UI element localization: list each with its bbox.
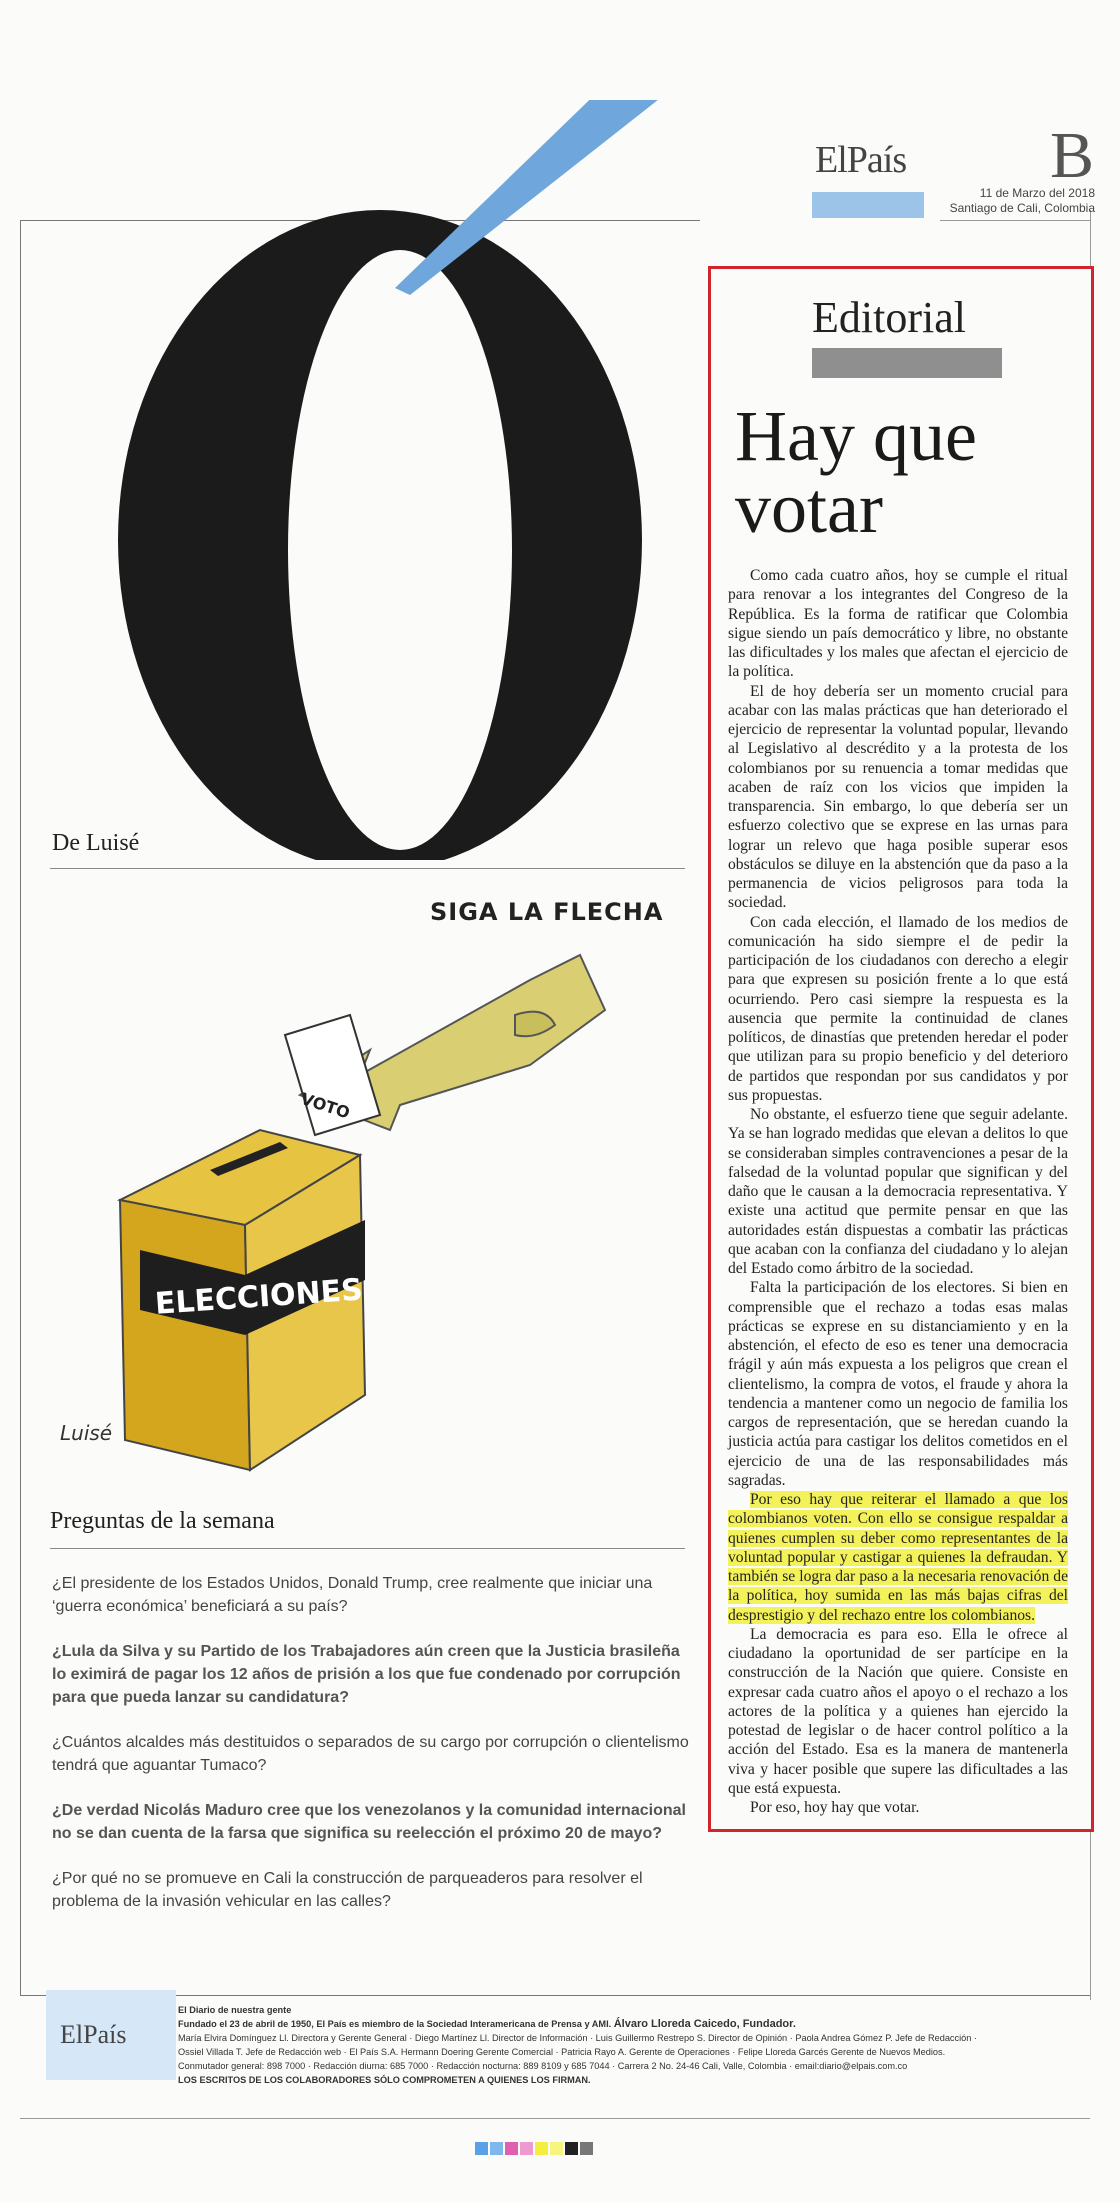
editorial-paragraph: El de hoy debería ser un momento crucial para acabar con las malas prácticas que han deteriorado el ejercicio de representar la voluntad popular, llevando al Legislativo al descrédito y a la protesta de los colombianos por su renuencia a tomar medidas que acaben de raíz con los vicios que impiden la transparencia. Sin embargo, lo que debería ser un esfuerzo colectivo que se exprese en las urnas para lograr un relevo que haga posible superar esos obstáculos se diluye en la abstención que da paso a la permanencia de vicios peligrosos para toda la sociedad.	[728, 682, 1068, 912]
question-item: ¿Lula da Silva y su Partido de los Trabajadores aún creen que la Justicia brasileña lo eximirá de pagar los 12 años de prisión a los que fue condenado por corrupción para que pueda lanzar su candidatura?	[52, 1643, 681, 1706]
ballot-box-cartoon	[60, 880, 690, 1480]
footer-credits	[178, 2003, 1068, 2087]
questions-list	[52, 1572, 692, 1935]
editorial-title-line2: votar	[735, 468, 883, 548]
masthead-accent-bar	[812, 192, 924, 218]
editorial-paragraph: Por eso, hoy hay que votar.	[750, 1799, 920, 1816]
footer-founded: Fundado el 23 de abril de 1950, El País es miembro de la Sociedad Interamericana de Prensa y AMI.	[178, 2019, 612, 2029]
editorial-title	[735, 396, 1065, 548]
footer-founder: Álvaro Lloreda Caicedo, Fundador.	[613, 2018, 796, 2030]
question-item: ¿El presidente de los Estados Unidos, Donald Trump, cree realmente que iniciar una ‘guerra económica’ beneficiará a su país?	[52, 1575, 653, 1615]
page-frame-bottom	[20, 1995, 1090, 1996]
editorial-paragraph-highlighted	[728, 1490, 1068, 1625]
ballot-box-icon	[120, 1130, 365, 1470]
cartoon-section-label: De Luisé	[52, 830, 140, 856]
footer-logo: ElPaís	[60, 2020, 127, 2049]
footer-line	[178, 2017, 1068, 2031]
ballot-box-label: ELECCIONES	[153, 1272, 364, 1322]
editorial-label: Editorial	[812, 293, 966, 342]
editorial-label-bar	[812, 348, 1002, 378]
editorial-paragraph: No obstante, el esfuerzo tiene que seguir adelante. Ya se han logrado medidas que elevan a delitos lo que se consideraban simples contravenciones a pesar de la falsedad de la voluntad popular que significan y del daño que le causan a la democracia representativa. Y existe una actitud que permite pensar en que las autoridades están dispuestas a combatir las prácticas que acaban con la confianza del ciudadano y lo alejan del Estado como árbitro de la sociedad.	[728, 1106, 1068, 1277]
questions-title: Preguntas de la semana	[50, 1508, 275, 1534]
print-swatch	[580, 2142, 593, 2155]
print-swatch	[520, 2142, 533, 2155]
print-swatch	[490, 2142, 503, 2155]
masthead-logo: ElPaís	[815, 139, 907, 181]
section-letter: B	[1050, 119, 1095, 192]
footer-line: Conmutador general: 898 7000 · Redacción diurna: 685 7000 · Redacción nocturna: 889 8109 y 685 7044 · Carrera 2 No. 24-46 Cali, Valle, Colombia · email:diario@elpais.com.co	[178, 2061, 908, 2071]
section-rule	[50, 868, 685, 869]
editorial-title-line1: Hay que	[735, 396, 977, 476]
cartoon-caption: SIGA LA FLECHA	[430, 898, 664, 926]
footer-line: Ossiel Villada T. Jefe de Redacción web · El País S.A. Hermann Doering Gerente Comercial · Patricia Rayo A. Gerente de Operaciones · Felipe Lloreda Garcés Gerente de Nuevos Medios.	[178, 2047, 946, 2057]
footer-disclaimer: LOS ESCRITOS DE LOS COLABORADORES SÓLO COMPROMETEN A QUIENES LOS FIRMAN.	[178, 2075, 591, 2085]
print-swatch	[550, 2142, 563, 2155]
cartoon-signature: Luisé	[60, 1421, 113, 1445]
print-swatch	[535, 2142, 548, 2155]
question-item: ¿De verdad Nicolás Maduro cree que los venezolanos y la comunidad internacional no se dan cuenta de la farsa que significa su reelección el próximo 20 de mayo?	[52, 1802, 686, 1842]
footer-line: María Elvira Domínguez Ll. Directora y Gerente General · Diego Martínez Ll. Director de Información · Luis Guillermo Restrepo S. Director de Opinión · Paola Andrea Gómez P. Jefe de Redacción ·	[178, 2033, 977, 2043]
editorial-paragraph: Falta la participación de los electores. Si bien en comprensible que el rechazo a todas esas malas prácticas se exprese en su distanciamiento y en la abstención, el efecto de eso es tener una democracia frágil y aún más expuesta a los peligros que crean el clientelismo, la compra de votos, el fraude y ahora la tendencia a mantener como un negocio de familia los cargos de representación, que se heredan cuando la justicia actúa para castigar los delitos cometidos en el ejercicio de una de las responsabilidades más sagradas.	[728, 1279, 1068, 1489]
issue-date: 11 de Marzo del 2018	[979, 186, 1095, 200]
ballot-text: VOTO	[298, 1088, 353, 1123]
editorial-body	[728, 566, 1068, 1817]
accent-mark-icon	[395, 100, 668, 295]
question-item: ¿Por qué no se promueve en Cali la construcción de parqueaderos para resolver el problema de la invasión vehicular en las calles?	[52, 1870, 643, 1910]
masthead-dateline	[920, 186, 1095, 216]
opinion-o-graphic	[50, 100, 710, 860]
print-swatch	[475, 2142, 488, 2155]
footer-tagline: El Diario de nuestra gente	[178, 2005, 292, 2015]
page-frame-left	[20, 220, 21, 1995]
print-swatch	[565, 2142, 578, 2155]
print-swatch	[505, 2142, 518, 2155]
footer-rule	[20, 2118, 1090, 2119]
page-frame-top-right	[940, 220, 1090, 221]
editorial-paragraph: La democracia es para eso. Ella le ofrece al ciudadano la oportunidad de ser partícipe en la construcción de la Nación que quiere. Consiste en expresar cada cuatro años el apoyo o el rechazo a los actores de la política y a quienes han ejercido la potestad de legislar o de hacer control político a la acción del Estado. Esa es la manera de mantenerla viva y hacer posible que supere las dificultades a las que está expuesta.	[728, 1625, 1068, 1797]
section-rule	[50, 1548, 685, 1549]
issue-location: Santiago de Cali, Colombia	[949, 201, 1095, 215]
editorial-paragraph: Con cada elección, el llamado de los medios de comunicación ha sido siempre el de pedir la participación de los ciudadanos con derecho a elegir para que expresen su posición frente a lo que está ocurriendo. Pero casi siempre la respuesta es la ausencia que permite la continuidad de clanes políticos, de dinastías que pretenden heredar el poder que utilizan para su propio beneficio y del deterioro de partidos que respondan por sus candidatos y por sus propuestas.	[728, 913, 1068, 1104]
ballot-paper-icon	[285, 1015, 380, 1135]
question-item: ¿Cuántos alcaldes más destituidos o separados de su cargo por corrupción o clientelismo tendrá que aguantar Tumaco?	[52, 1734, 689, 1774]
editorial-paragraph: Como cada cuatro años, hoy se cumple el ritual para renovar a los integrantes del Congreso de la República. Es la forma de ratificar que Colombia sigue siendo un país democrático y libre, no obstante las dificultades y los males que afectan el ejercicio de la política.	[728, 567, 1068, 681]
highlighted-text: Por eso hay que reiterar el llamado a que los colombianos voten. Con ello se consigue respaldar a quienes cumplen su deber como representantes de la voluntad popular y castigar a quienes la defraudan. Y también se logra dar paso a la necesaria renovación de la política, hoy sumida en las más bajas cifras del desprestigio y del rechazo entre los colombianos.	[728, 1491, 1068, 1624]
